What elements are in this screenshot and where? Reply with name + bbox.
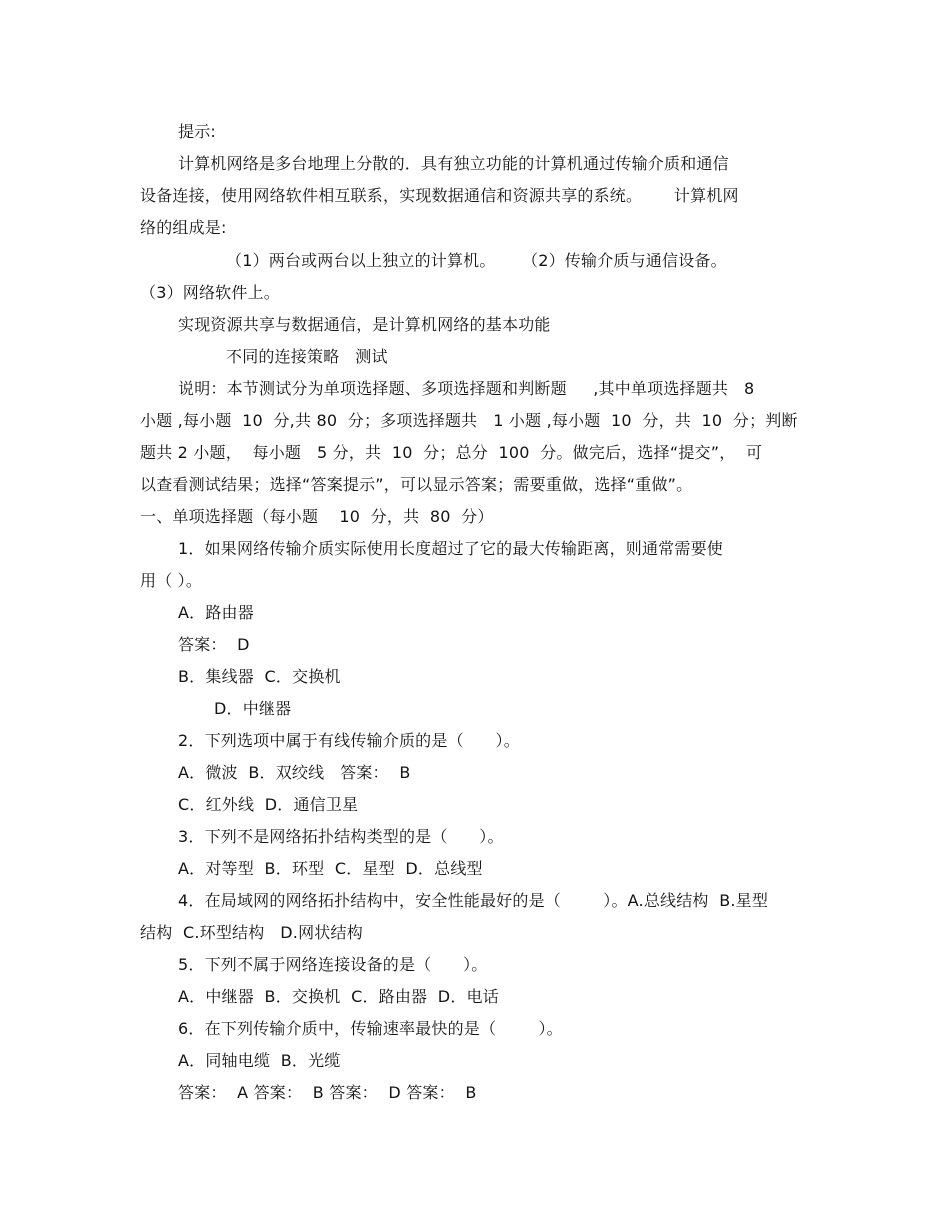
option-line: A．中继器 B．交换机 C．路由器 D．电话 [178,987,499,1006]
paragraph-line: 实现资源共享与数据通信，是计算机网络的基本功能 [178,315,551,334]
list-line: （1）两台或两台以上独立的计算机。 （2）传输介质与通信设备。 [226,251,727,270]
instruction-line: 小题 ,每小题 10 分,共 80 分；多项选择题共 1 小题 ,每小题 10 分，共 10 分；判断 [140,411,798,430]
question-line: 1．如果网络传输介质实际使用长度超过了它的最大传输距离，则通常需要使 [178,539,723,558]
question-line: 3．下列不是网络拓扑结构类型的是（ ）。 [178,827,504,846]
option-line: A．同轴电缆 B．光缆 [178,1051,341,1070]
instruction-line: 以查看测试结果；选择“答案提示”，可以显示答案；需要重做，选择“重做”。 [140,475,693,494]
answer-line: 答案： D [178,635,250,654]
question-line: 5．下列不属于网络连接设备的是（ ）。 [178,955,488,974]
paragraph-line: 设备连接，使用网络软件相互联系，实现数据通信和资源共享的系统。 计算机网 [140,186,739,205]
hint-label: 提示: [178,122,216,141]
option-line: 结构 C.环型结构 D.网状结构 [140,923,363,942]
paragraph-line: 络的组成是: [140,218,227,237]
question-line: 2．下列选项中属于有线传输介质的是（ ）。 [178,731,520,750]
option-line: A．对等型 B．环型 C．星型 D．总线型 [178,859,483,878]
question-line: 6．在下列传输介质中，传输速率最快的是（ ）。 [178,1019,563,1038]
question-line: 用（ ）。 [140,571,203,590]
option-line: C．红外线 D．通信卫星 [178,795,359,814]
paragraph-line: 计算机网络是多台地理上分散的．具有独立功能的计算机通过传输介质和通信 [178,154,729,173]
answer-line: 答案： A 答案： B 答案： D 答案： B [178,1083,477,1102]
section-title: 不同的连接策略 测试 [226,347,388,366]
instruction-line: 说明：本节测试分为单项选择题、多项选择题和判断题 ,其中单项选择题共 8 [178,379,755,398]
instruction-line: 题共 2 小题， 每小题 5 分，共 10 分；总分 100 分。做完后，选择“提交”， 可 [140,443,763,462]
question-line: 4．在局域网的网络拓扑结构中，安全性能最好的是（ ）。A.总线结构 B.星型 [178,891,769,910]
section-heading: 一、单项选择题（每小题 10 分，共 80 分） [140,507,494,526]
option-line: D．中继器 [214,699,292,718]
option-line: A．路由器 [178,603,254,622]
list-line: （3）网络软件上。 [140,283,280,302]
option-line: B．集线器 C．交换机 [178,667,341,686]
option-line: A．微波 B．双绞线 答案： B [178,763,411,782]
